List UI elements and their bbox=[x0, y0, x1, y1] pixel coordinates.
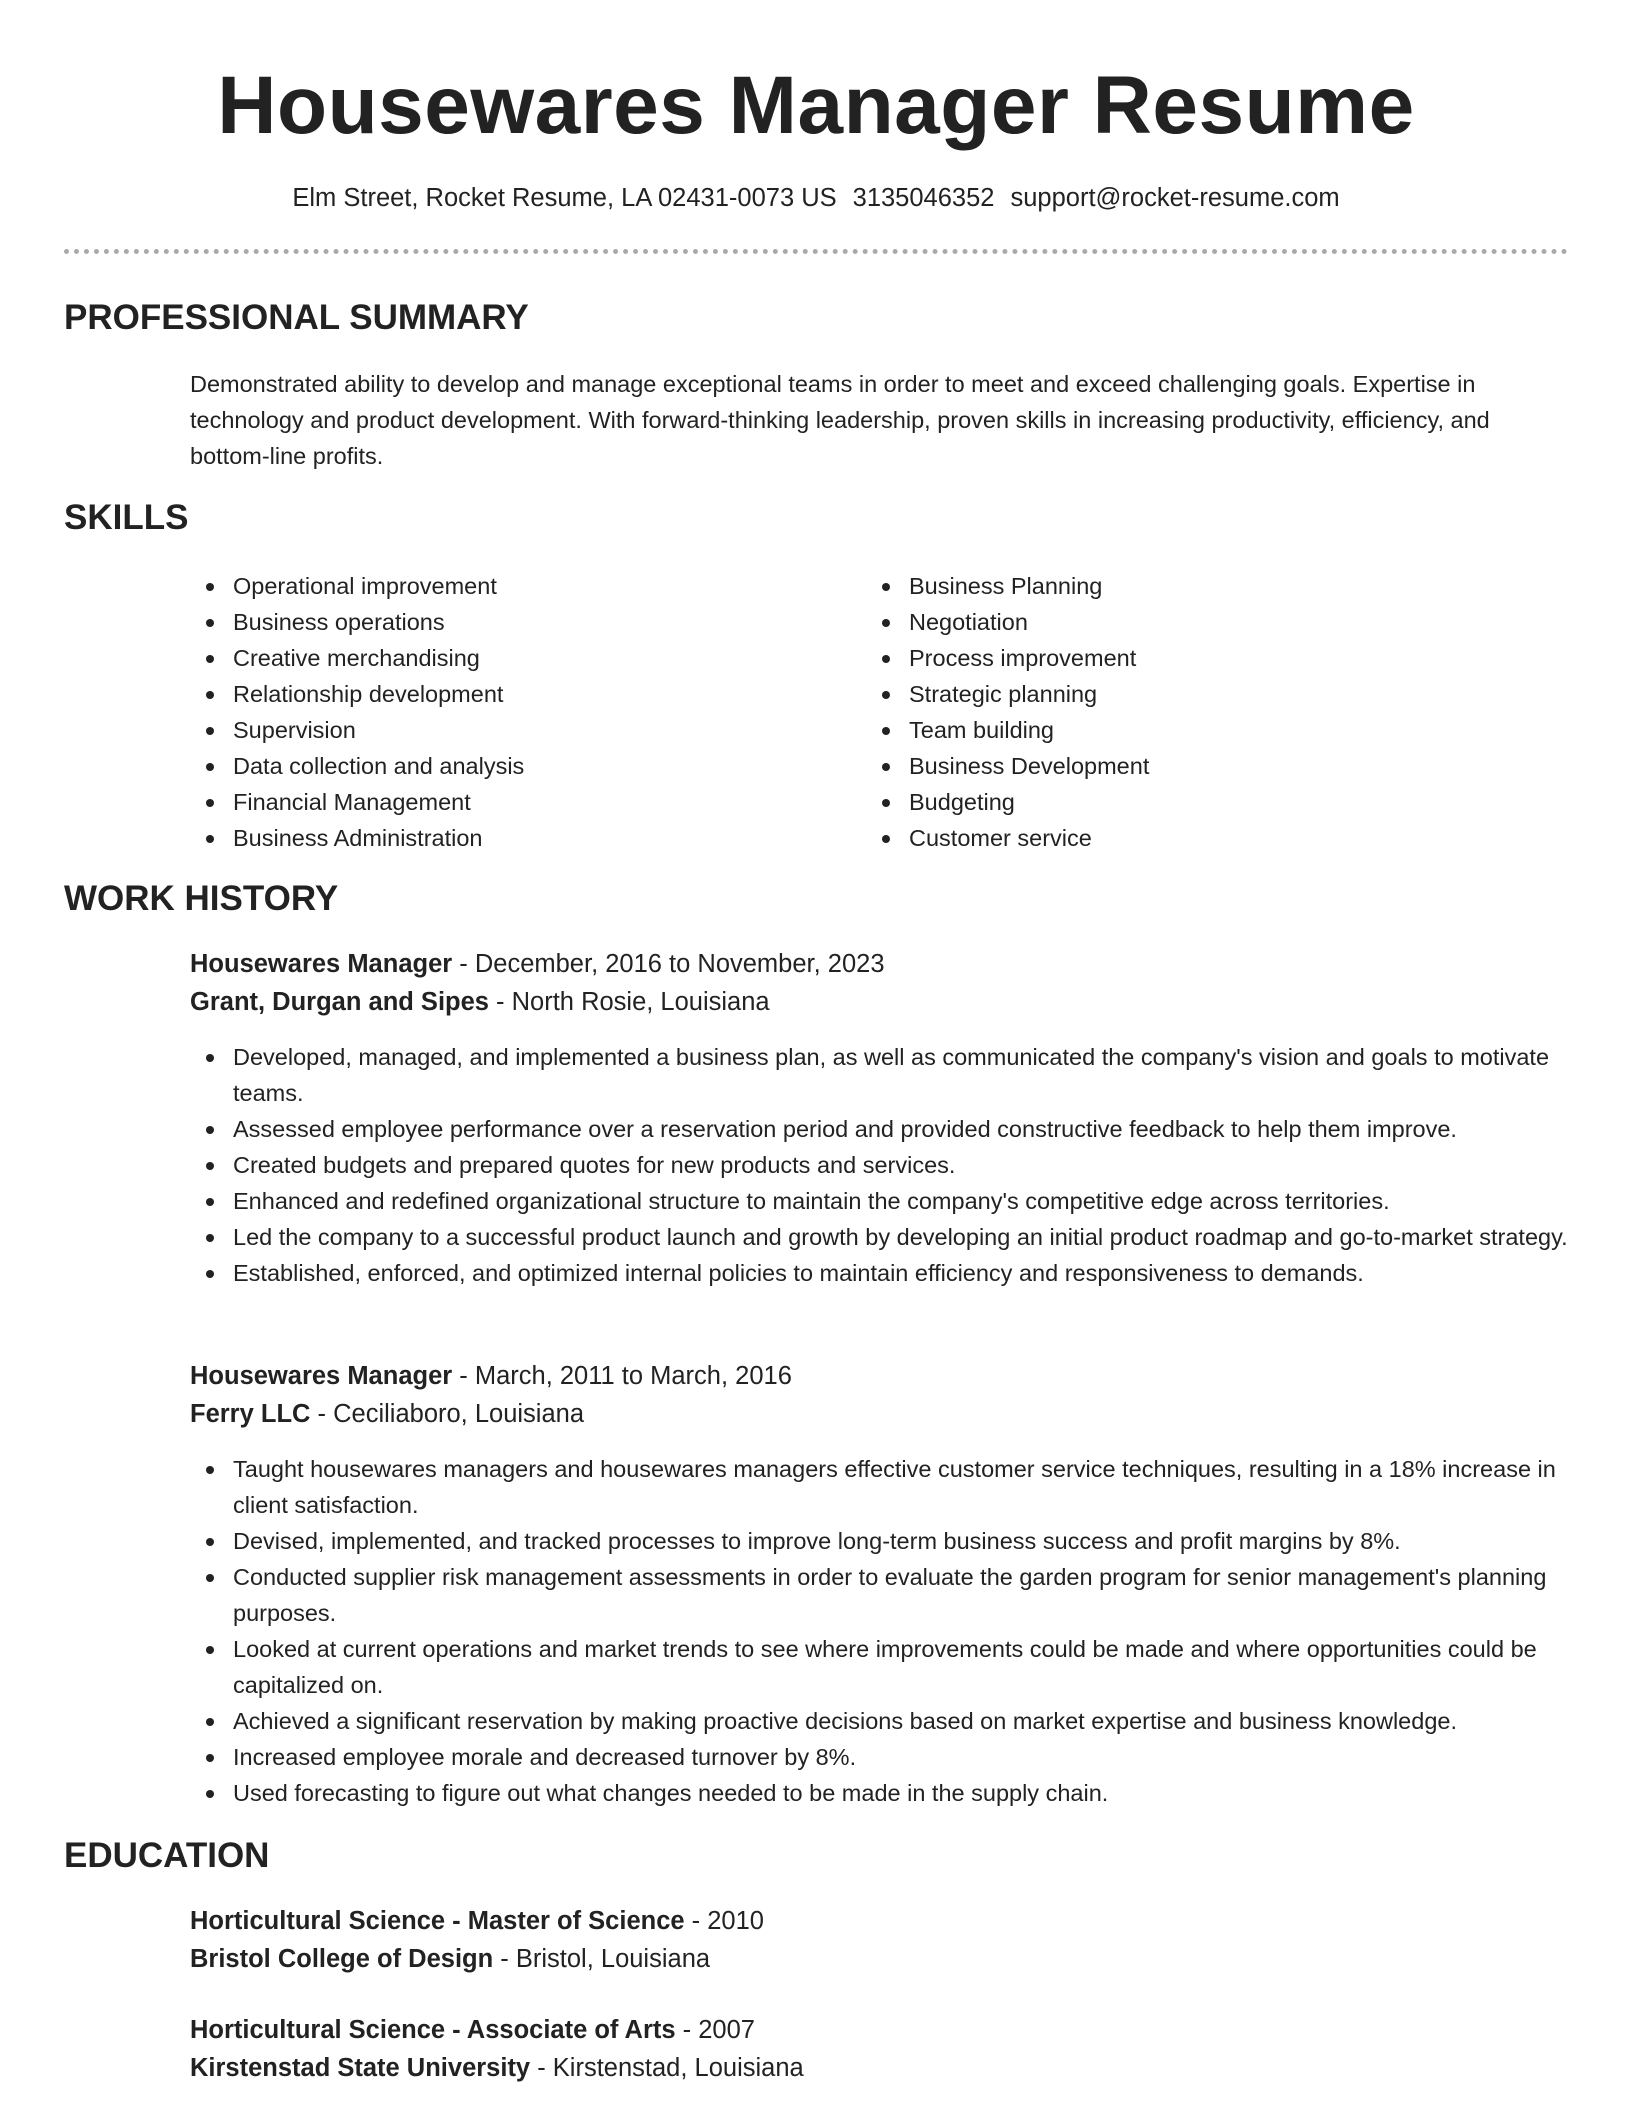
skill-item: Process improvement bbox=[866, 640, 1526, 676]
skill-item: Business Administration bbox=[190, 820, 850, 856]
job-bullets bbox=[190, 1039, 1570, 1291]
degree-line bbox=[190, 1902, 1570, 1940]
summary-heading: PROFESSIONAL SUMMARY bbox=[64, 298, 529, 337]
job-entry bbox=[190, 945, 1570, 1021]
summary-text: Demonstrated ability to develop and manage exceptional teams in order to meet and exceed challenging goals. Expertise in technology and product development. With forward-thinking leadership, proven skills in increasing productivity, efficiency, and bottom-line profits. bbox=[190, 371, 1490, 469]
skill-item: Data collection and analysis bbox=[190, 748, 850, 784]
job-bullet: Conducted supplier risk management assessments in order to evaluate the garden program for senior management's planning purposes. bbox=[190, 1559, 1570, 1631]
job-company: Grant, Durgan and Sipes bbox=[190, 988, 489, 1016]
degree-year: - 2007 bbox=[675, 2016, 755, 2044]
skill-item: Budgeting bbox=[866, 784, 1526, 820]
school-line bbox=[190, 1940, 1570, 1978]
skill-item: Financial Management bbox=[190, 784, 850, 820]
skill-item: Supervision bbox=[190, 712, 850, 748]
address-text: Elm Street, Rocket Resume, LA 02431-0073 US bbox=[292, 184, 837, 212]
degree-year: - 2010 bbox=[684, 1907, 764, 1935]
school-location: - Kirstenstad, Louisiana bbox=[530, 2054, 804, 2082]
job-bullet: Assessed employee performance over a reservation period and provided constructive feedback to help them improve. bbox=[190, 1111, 1570, 1147]
skill-item: Operational improvement bbox=[190, 568, 850, 604]
education-entry bbox=[190, 2011, 1570, 2087]
job-company-line bbox=[190, 983, 1570, 1021]
job-bullet: Achieved a significant reservation by making proactive decisions based on market expertise and business knowledge. bbox=[190, 1703, 1570, 1739]
degree-name: Horticultural Science - Associate of Arts bbox=[190, 2016, 676, 2044]
school-line bbox=[190, 2049, 1570, 2087]
header-divider bbox=[64, 249, 1568, 254]
skills-list-right bbox=[866, 568, 1526, 856]
skills-heading: SKILLS bbox=[64, 498, 189, 537]
job-dates: - December, 2016 to November, 2023 bbox=[452, 950, 885, 978]
job-bullet: Looked at current operations and market trends to see where improvements could be made and where opportunities could be capitalized on. bbox=[190, 1631, 1570, 1703]
resume-title: Housewares Manager Resume bbox=[217, 60, 1415, 151]
job-title-line bbox=[190, 945, 1570, 983]
skill-item: Business Planning bbox=[866, 568, 1526, 604]
job-location: - Ceciliaboro, Louisiana bbox=[310, 1400, 585, 1428]
skill-item: Team building bbox=[866, 712, 1526, 748]
skill-item: Business Development bbox=[866, 748, 1526, 784]
job-bullet: Increased employee morale and decreased turnover by 8%. bbox=[190, 1739, 1570, 1775]
skill-item: Negotiation bbox=[866, 604, 1526, 640]
job-bullet: Created budgets and prepared quotes for new products and services. bbox=[190, 1147, 1570, 1183]
skills-list-left bbox=[190, 568, 850, 856]
phone-text: 3135046352 bbox=[852, 184, 995, 212]
job-entry bbox=[190, 1357, 1570, 1433]
degree-line bbox=[190, 2011, 1570, 2049]
school-location: - Bristol, Louisiana bbox=[493, 1945, 711, 1973]
school-name: Bristol College of Design bbox=[190, 1945, 494, 1973]
job-company-line bbox=[190, 1395, 1570, 1433]
job-role: Housewares Manager bbox=[190, 1362, 453, 1390]
job-bullets bbox=[190, 1451, 1570, 1811]
education-entry bbox=[190, 1902, 1570, 1978]
school-name: Kirstenstad State University bbox=[190, 2054, 531, 2082]
email-text: support@rocket-resume.com bbox=[1010, 184, 1340, 212]
degree-name: Horticultural Science - Master of Science bbox=[190, 1907, 685, 1935]
job-bullet: Devised, implemented, and tracked processes to improve long-term business success and profit margins by 8%. bbox=[190, 1523, 1570, 1559]
job-bullet: Established, enforced, and optimized internal policies to maintain efficiency and responsiveness to demands. bbox=[190, 1255, 1570, 1291]
education-heading: EDUCATION bbox=[64, 1836, 270, 1875]
job-location: - North Rosie, Louisiana bbox=[488, 988, 770, 1016]
job-role: Housewares Manager bbox=[190, 950, 453, 978]
skill-item: Relationship development bbox=[190, 676, 850, 712]
job-title-line bbox=[190, 1357, 1570, 1395]
skill-item: Strategic planning bbox=[866, 676, 1526, 712]
work-heading: WORK HISTORY bbox=[64, 879, 339, 918]
job-bullet: Taught housewares managers and housewares managers effective customer service techniques, resulting in a 18% increase in client satisfaction. bbox=[190, 1451, 1570, 1523]
contact-line bbox=[0, 180, 1632, 216]
job-bullet: Led the company to a successful product launch and growth by developing an initial product roadmap and go-to-market strategy. bbox=[190, 1219, 1570, 1255]
skill-item: Creative merchandising bbox=[190, 640, 850, 676]
job-bullet: Developed, managed, and implemented a business plan, as well as communicated the company's vision and goals to motivate teams. bbox=[190, 1039, 1570, 1111]
job-dates: - March, 2011 to March, 2016 bbox=[452, 1362, 792, 1390]
job-bullet: Used forecasting to figure out what changes needed to be made in the supply chain. bbox=[190, 1775, 1570, 1811]
job-company: Ferry LLC bbox=[190, 1400, 311, 1428]
job-bullet: Enhanced and redefined organizational structure to maintain the company's competitive edge across territories. bbox=[190, 1183, 1570, 1219]
skill-item: Customer service bbox=[866, 820, 1526, 856]
skill-item: Business operations bbox=[190, 604, 850, 640]
